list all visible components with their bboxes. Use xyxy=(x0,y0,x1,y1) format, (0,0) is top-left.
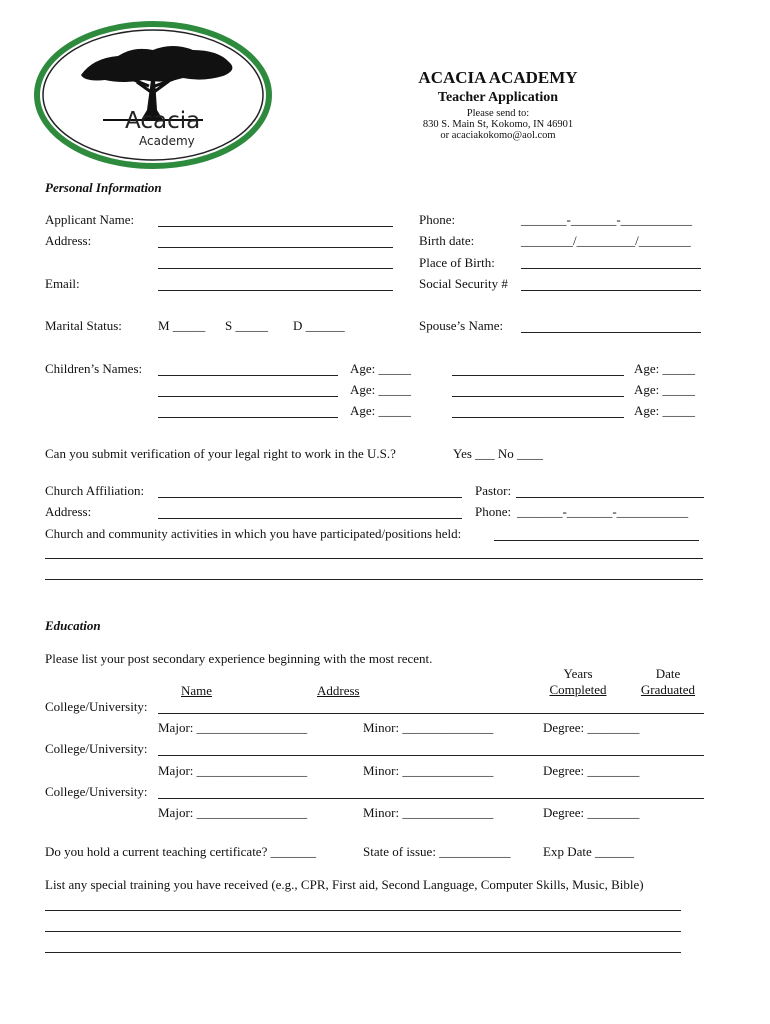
activities-field-3[interactable] xyxy=(45,579,703,580)
phone-field[interactable]: _______-_______-___________ xyxy=(521,212,693,227)
education-intro: Please list your post secondary experience beginning with the most recent. xyxy=(45,651,433,666)
place-of-birth-field[interactable] xyxy=(521,268,701,269)
birth-date-label: Birth date: xyxy=(419,233,475,248)
pastor-field[interactable] xyxy=(516,497,704,498)
child-name-field[interactable] xyxy=(158,396,338,397)
birth-date-field[interactable]: ________/_________/________ xyxy=(521,233,691,248)
major-field[interactable]: Major: _________________ xyxy=(158,805,308,820)
logo-sub: Academy xyxy=(139,134,195,148)
send-to-email: or acaciakokomo@aol.com xyxy=(440,130,556,141)
church-address-field[interactable] xyxy=(158,518,462,519)
send-to-label: Please send to: xyxy=(466,108,530,119)
address-label: Address: xyxy=(45,233,92,248)
special-training-field-1[interactable] xyxy=(45,910,681,911)
activities-field-1[interactable] xyxy=(494,540,699,541)
marital-d-field[interactable]: D ______ xyxy=(293,318,345,333)
col-address: Address xyxy=(317,683,360,698)
address-field-1[interactable] xyxy=(158,247,393,248)
ssn-label: Social Security # xyxy=(419,276,508,291)
minor-field[interactable]: Minor: ______________ xyxy=(363,805,494,820)
col-date-line2: Graduated xyxy=(640,682,696,697)
col-name: Name xyxy=(181,683,213,698)
children-label: Children’s Names: xyxy=(45,361,143,376)
special-training-label: List any special training you have received (e.g., CPR, First aid, Second Language, Computer Skills, Music, Bible) xyxy=(45,877,644,892)
child-name-field[interactable] xyxy=(452,417,624,418)
college-label: College/University: xyxy=(45,784,148,799)
col-date xyxy=(628,666,708,698)
spouse-label: Spouse’s Name: xyxy=(419,318,504,333)
child-age-field[interactable]: Age: _____ xyxy=(634,382,696,397)
child-name-field[interactable] xyxy=(158,417,338,418)
college-field[interactable] xyxy=(158,755,704,756)
place-of-birth-label: Place of Birth: xyxy=(419,255,495,270)
college-field[interactable] xyxy=(158,713,704,714)
child-name-field[interactable] xyxy=(452,396,624,397)
applicant-name-field[interactable] xyxy=(158,226,393,227)
child-age-field[interactable]: Age: _____ xyxy=(350,382,412,397)
special-training-field-3[interactable] xyxy=(45,952,681,953)
email-label: Email: xyxy=(45,276,80,291)
col-years-line2: Completed xyxy=(549,682,607,697)
church-label: Church Affiliation: xyxy=(45,483,145,498)
college-field[interactable] xyxy=(158,798,704,799)
logo xyxy=(33,20,273,170)
degree-field[interactable]: Degree: ________ xyxy=(543,763,640,778)
col-years xyxy=(538,666,618,698)
marital-s-field[interactable]: S _____ xyxy=(225,318,268,333)
major-field[interactable]: Major: _________________ xyxy=(158,720,308,735)
phone-label: Phone: xyxy=(419,212,456,227)
send-to-address: 830 S. Main St, Kokomo, IN 46901 xyxy=(422,119,574,130)
logo-name: Acacia xyxy=(125,108,201,134)
church-field[interactable] xyxy=(158,497,462,498)
degree-field[interactable]: Degree: ________ xyxy=(543,805,640,820)
activities-field-2[interactable] xyxy=(45,558,703,559)
page-title: ACACIA ACADEMY xyxy=(418,68,578,87)
ssn-field[interactable] xyxy=(521,290,701,291)
college-label: College/University: xyxy=(45,741,148,756)
header xyxy=(378,68,618,141)
child-age-field[interactable]: Age: _____ xyxy=(634,361,696,376)
state-of-issue-field[interactable]: State of issue: ___________ xyxy=(363,844,511,859)
pastor-label: Pastor: xyxy=(475,483,512,498)
activities-label: Church and community activities in which you have participated/positions held: xyxy=(45,526,462,541)
spouse-field[interactable] xyxy=(521,332,701,333)
address-field-2[interactable] xyxy=(158,268,393,269)
child-name-field[interactable] xyxy=(452,375,624,376)
marital-status-label: Marital Status: xyxy=(45,318,122,333)
church-phone-field[interactable]: _______-_______-___________ xyxy=(517,504,689,519)
child-age-field[interactable]: Age: _____ xyxy=(350,361,412,376)
col-years-line1: Years xyxy=(563,666,593,681)
church-phone-label: Phone: xyxy=(475,504,512,519)
child-age-field[interactable]: Age: _____ xyxy=(350,403,412,418)
education-heading: Education xyxy=(45,618,101,633)
minor-field[interactable]: Minor: ______________ xyxy=(363,720,494,735)
child-name-field[interactable] xyxy=(158,375,338,376)
email-field[interactable] xyxy=(158,290,393,291)
applicant-name-label: Applicant Name: xyxy=(45,212,135,227)
certificate-question[interactable]: Do you hold a current teaching certificate? _______ xyxy=(45,844,317,859)
marital-m-field[interactable]: M _____ xyxy=(158,318,206,333)
personal-heading: Personal Information xyxy=(45,180,162,195)
exp-date-field[interactable]: Exp Date ______ xyxy=(543,844,634,859)
college-label: College/University: xyxy=(45,699,148,714)
minor-field[interactable]: Minor: ______________ xyxy=(363,763,494,778)
verification-answer[interactable]: Yes ___ No ____ xyxy=(453,446,544,461)
special-training-field-2[interactable] xyxy=(45,931,681,932)
col-date-line1: Date xyxy=(655,666,681,681)
major-field[interactable]: Major: _________________ xyxy=(158,763,308,778)
degree-field[interactable]: Degree: ________ xyxy=(543,720,640,735)
verification-question: Can you submit verification of your legal right to work in the U.S.? xyxy=(45,446,396,461)
church-address-label: Address: xyxy=(45,504,92,519)
page-subtitle: Teacher Application xyxy=(437,90,559,105)
child-age-field[interactable]: Age: _____ xyxy=(634,403,696,418)
